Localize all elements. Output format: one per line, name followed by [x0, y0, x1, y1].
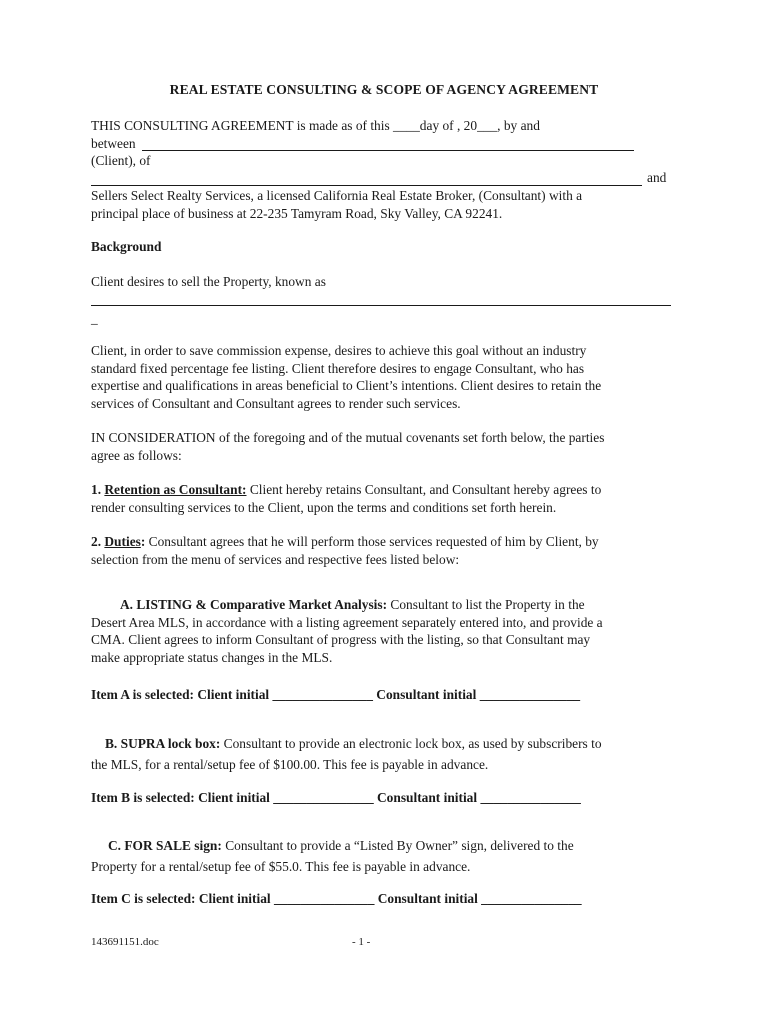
item-a-heading: A. LISTING & Comparative Market Analysis: [120, 597, 388, 612]
item-a-text: Consultant to list the Property in the [387, 597, 585, 612]
background-heading: Background [91, 239, 162, 254]
address-blank-line [91, 185, 642, 186]
intro-line-3: (Client), of [91, 153, 151, 168]
background-line: Client desires to sell the Property, known as [91, 274, 326, 289]
item-b-text: Consultant to provide an electronic lock box, as used by subscribers to [220, 736, 602, 751]
footer-page-number: - 1 - [352, 936, 371, 948]
section-1-number: 1. [91, 482, 105, 497]
item-c-heading: C. FOR SALE sign: [108, 838, 222, 853]
item-a-line-4: make appropriate status changes in the MLS. [91, 649, 333, 665]
goal-line-2: standard fixed percentage fee listing. Client therefore desires to engage Consultant, who has [91, 360, 585, 376]
intro-and-word: and [647, 170, 667, 185]
client-goal-paragraph [91, 342, 671, 412]
section-2-colon: : [140, 534, 146, 549]
section-1-line-2: render consulting services to the Client, upon the terms and conditions set forth herein. [91, 499, 557, 515]
property-trailing-mark: _ [91, 311, 98, 326]
item-a-selection: Item A is selected: Client initial _______________ Consultant initial _______________ [91, 687, 581, 702]
document-title: REAL ESTATE CONSULTING & SCOPE OF AGENCY AGREEMENT [169, 82, 599, 97]
goal-line-4: services of Consultant and Consultant agrees to render such services. [91, 395, 461, 411]
consideration-line-2: agree as follows: [91, 447, 182, 463]
item-c-selection: Item C is selected: Client initial _______________ Consultant initial _______________ [91, 891, 582, 906]
section-2-line-2: selection from the menu of services and respective fees listed below: [91, 551, 460, 567]
section-2-number: 2. [91, 534, 105, 549]
section-1-text: Client hereby retains Consultant, and Consultant hereby agrees to [246, 482, 602, 497]
intro-line-2: between [91, 135, 136, 151]
intro-line-5: Sellers Select Realty Services, a licensed California Real Estate Broker, (Consultant) with a [91, 188, 583, 203]
between-blank-line [142, 150, 634, 151]
item-c-text: Consultant to provide a “Listed By Owner” sign, delivered to the [221, 838, 574, 853]
goal-line-1: Client, in order to save commission expense, desires to achieve this goal without an industry [91, 343, 587, 358]
section-2-text: Consultant agrees that he will perform those services requested of him by Client, by [145, 534, 599, 549]
intro-paragraph [91, 117, 671, 170]
item-c-paragraph [91, 835, 671, 877]
consideration-paragraph [91, 429, 671, 464]
item-b-line-2: the MLS, for a rental/setup fee of $100.00. This fee is payable in advance. [91, 757, 489, 772]
goal-line-3: expertise and qualifications in areas beneficial to Client’s intentions. Client desires to retain the [91, 378, 602, 393]
consultant-info [91, 187, 671, 222]
item-b-heading: B. SUPRA lock box: [105, 736, 221, 751]
section-1-retention [91, 481, 671, 516]
property-blank-line [91, 305, 671, 306]
section-2-duties [91, 533, 671, 568]
item-b-paragraph [91, 733, 671, 775]
item-c-line-2: Property for a rental/setup fee of $55.0. This fee is payable in advance. [91, 859, 471, 874]
section-2-heading: Duties [104, 534, 141, 549]
intro-line-6: principal place of business at 22-235 Tamyram Road, Sky Valley, CA 92241. [91, 205, 503, 221]
item-b-selection: Item B is selected: Client initial _______________ Consultant initial _______________ [91, 790, 581, 805]
consideration-line-1: IN CONSIDERATION of the foregoing and of the mutual covenants set forth below, the parties [91, 430, 605, 445]
item-a-line-3: CMA. Client agrees to inform Consultant of progress with the listing, so that Consultant may [91, 632, 591, 647]
intro-line-1: THIS CONSULTING AGREEMENT is made as of this ____day of , 20___, by and [91, 118, 540, 133]
item-a-paragraph [91, 596, 671, 666]
section-1-heading: Retention as Consultant: [104, 482, 247, 497]
footer-filename: 143691151.doc [91, 936, 159, 948]
item-a-line-2: Desert Area MLS, in accordance with a listing agreement separately entered into, and provide a [91, 614, 603, 630]
